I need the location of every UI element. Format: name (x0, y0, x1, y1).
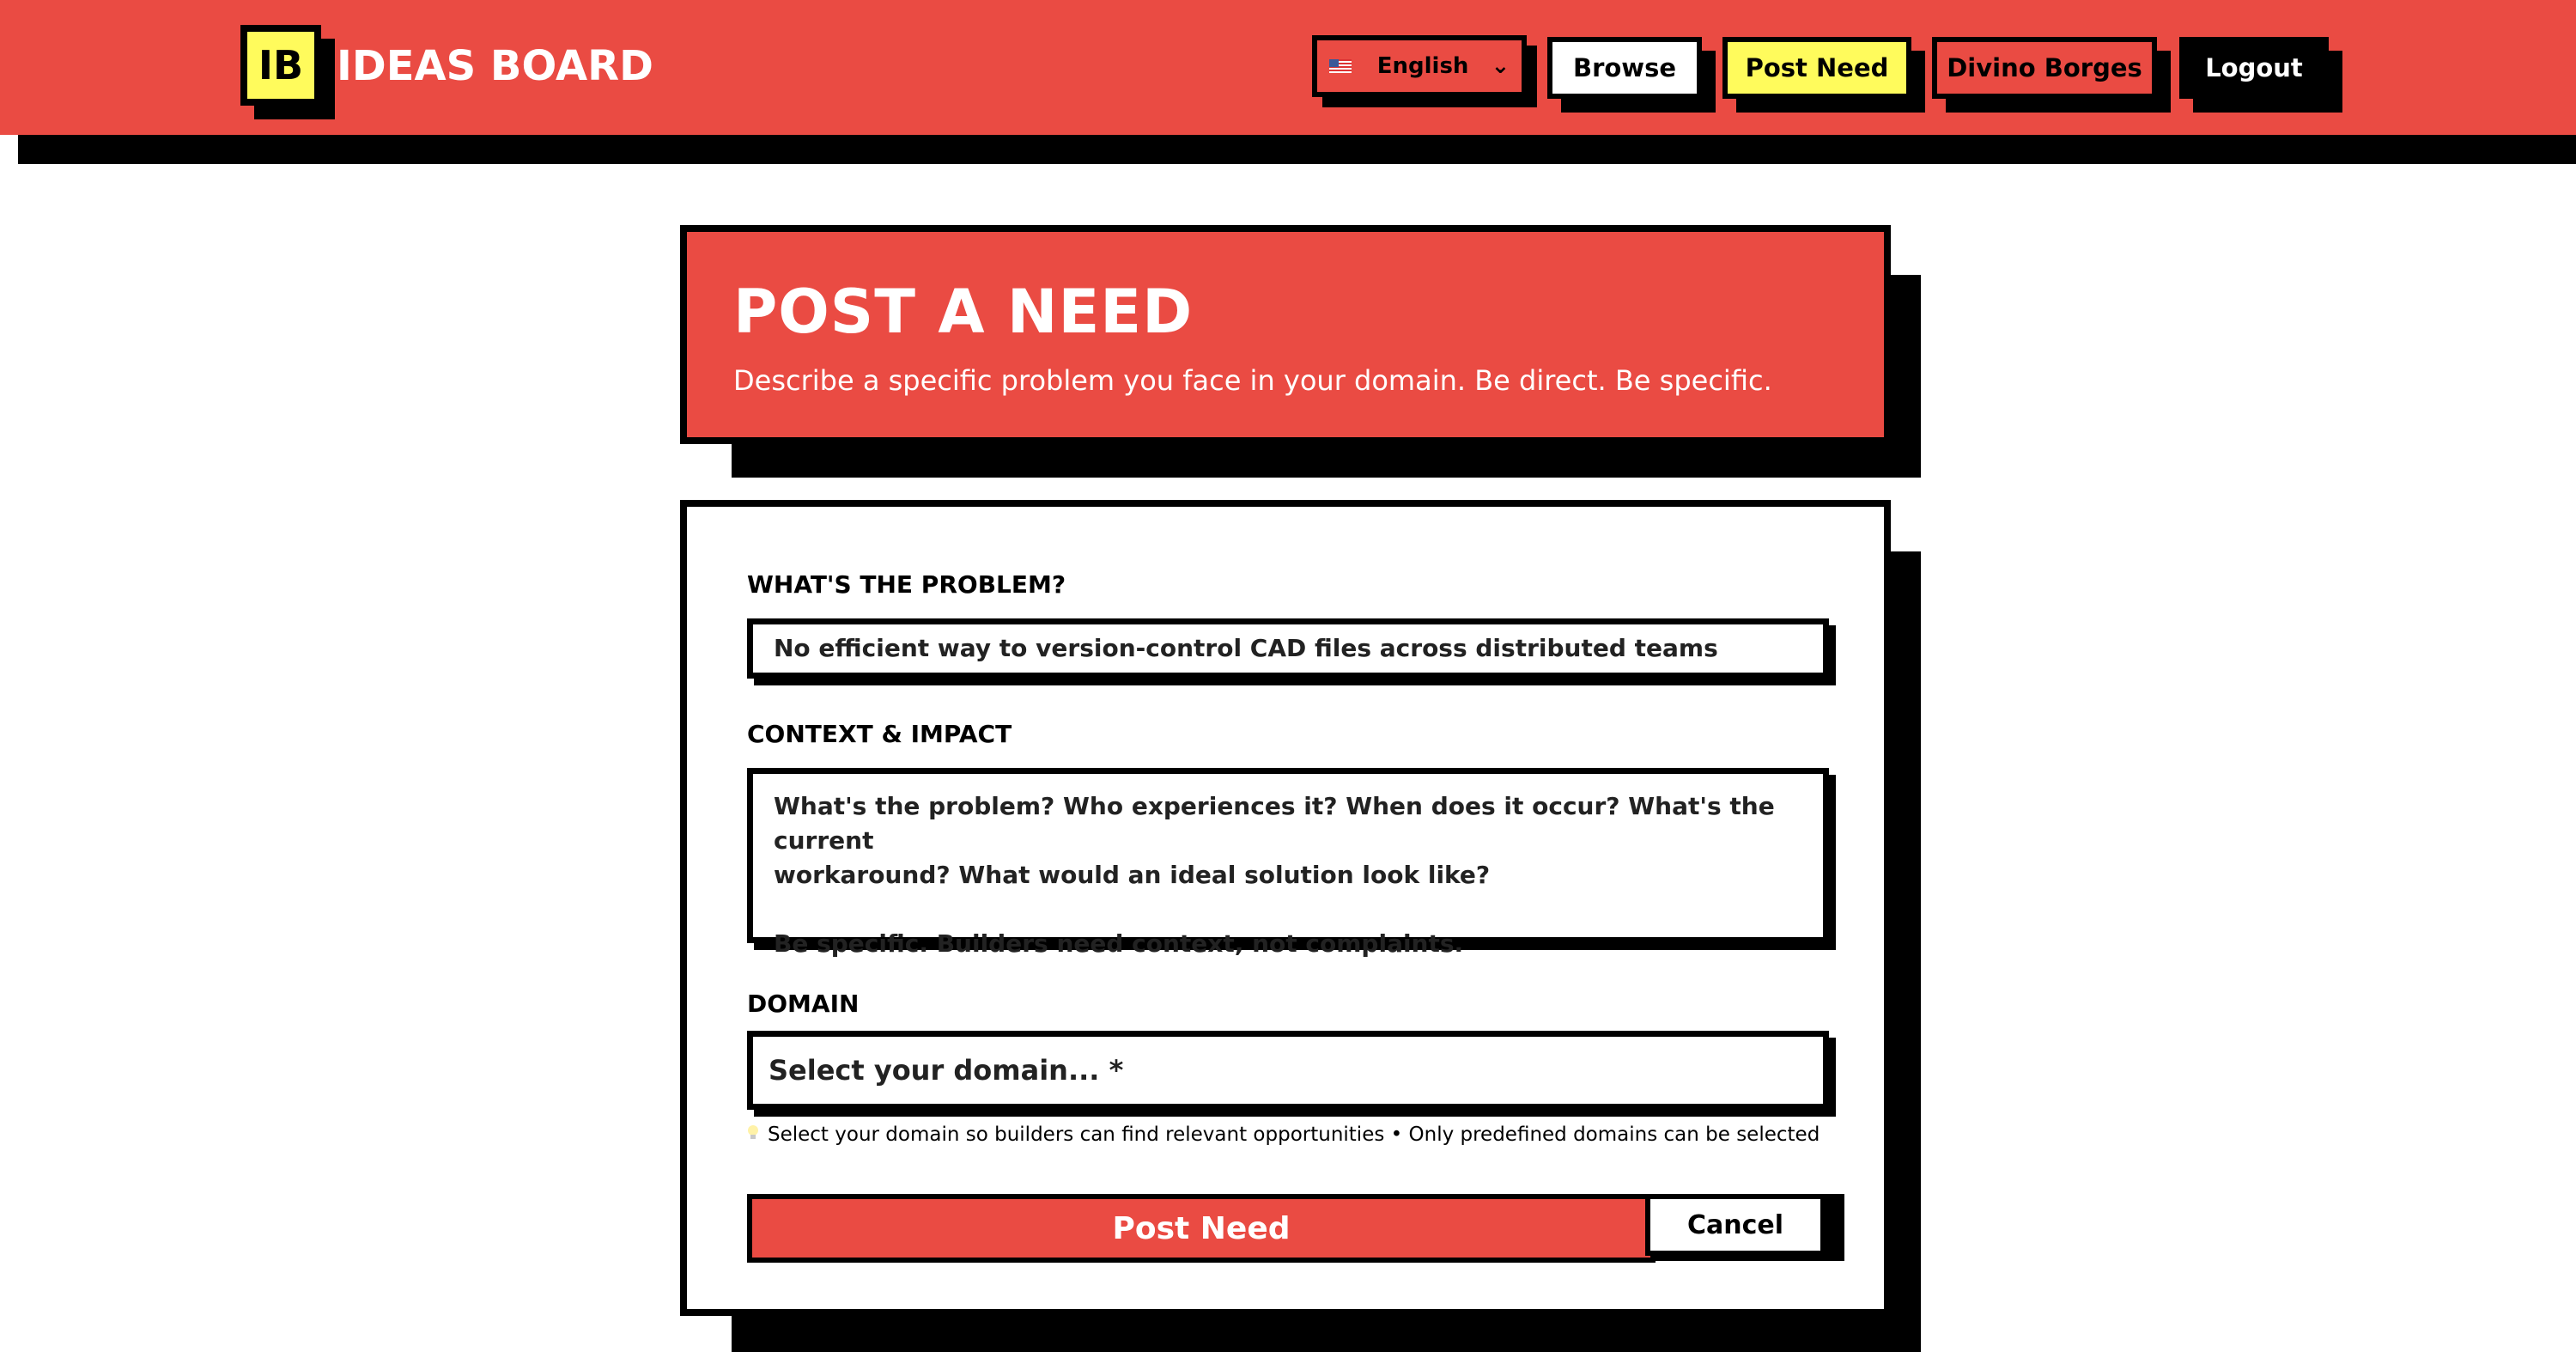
problem-input[interactable]: No efficient way to version-control CAD files across distributed teams (747, 618, 1829, 679)
user-profile-button[interactable]: Divino Borges (1932, 37, 2157, 99)
domain-select[interactable]: Select your domain... * (747, 1031, 1829, 1110)
hero-banner (680, 225, 1891, 444)
us-flag-icon (1329, 59, 1352, 73)
language-label: English (1376, 53, 1469, 79)
page-subtitle: Describe a specific problem you face in your domain. Be direct. Be specific. (733, 364, 1772, 397)
context-placeholder-line (774, 892, 1802, 927)
context-placeholder-line: What's the problem? Who experiences it? When does it occur? What's the current (774, 792, 1775, 855)
logo[interactable]: IB (240, 25, 321, 106)
domain-hint-text: Select your domain so builders can find relevant opportunities • Only predefined domains can be selected (768, 1124, 1820, 1146)
page-title: POST A NEED (733, 277, 1194, 347)
brand-name[interactable]: IDEAS BOARD (337, 42, 653, 90)
post-need-nav-button[interactable]: Post Need (1722, 37, 1911, 99)
logout-button[interactable]: Logout (2179, 37, 2329, 99)
context-textarea[interactable] (747, 768, 1829, 958)
post-need-form (680, 500, 1891, 1316)
cancel-button[interactable]: Cancel (1645, 1194, 1826, 1256)
top-navbar (0, 0, 2576, 135)
post-need-submit-button[interactable]: Post Need (747, 1194, 1656, 1263)
context-label: CONTEXT & IMPACT (747, 720, 1012, 748)
language-select[interactable] (1312, 35, 1527, 97)
context-placeholder-line: workaround? What would an ideal solution look like? (774, 861, 1491, 889)
problem-label: WHAT'S THE PROBLEM? (747, 570, 1066, 599)
header-shadow (18, 135, 2576, 164)
chevron-down-icon: ⌄ (1491, 53, 1510, 79)
lightbulb-icon (747, 1125, 759, 1141)
browse-button[interactable]: Browse (1547, 37, 1702, 99)
context-placeholder-line: Be specific. Builders need context, not complaints. (774, 929, 1464, 958)
domain-label: DOMAIN (747, 990, 860, 1018)
domain-hint (747, 1124, 1820, 1146)
